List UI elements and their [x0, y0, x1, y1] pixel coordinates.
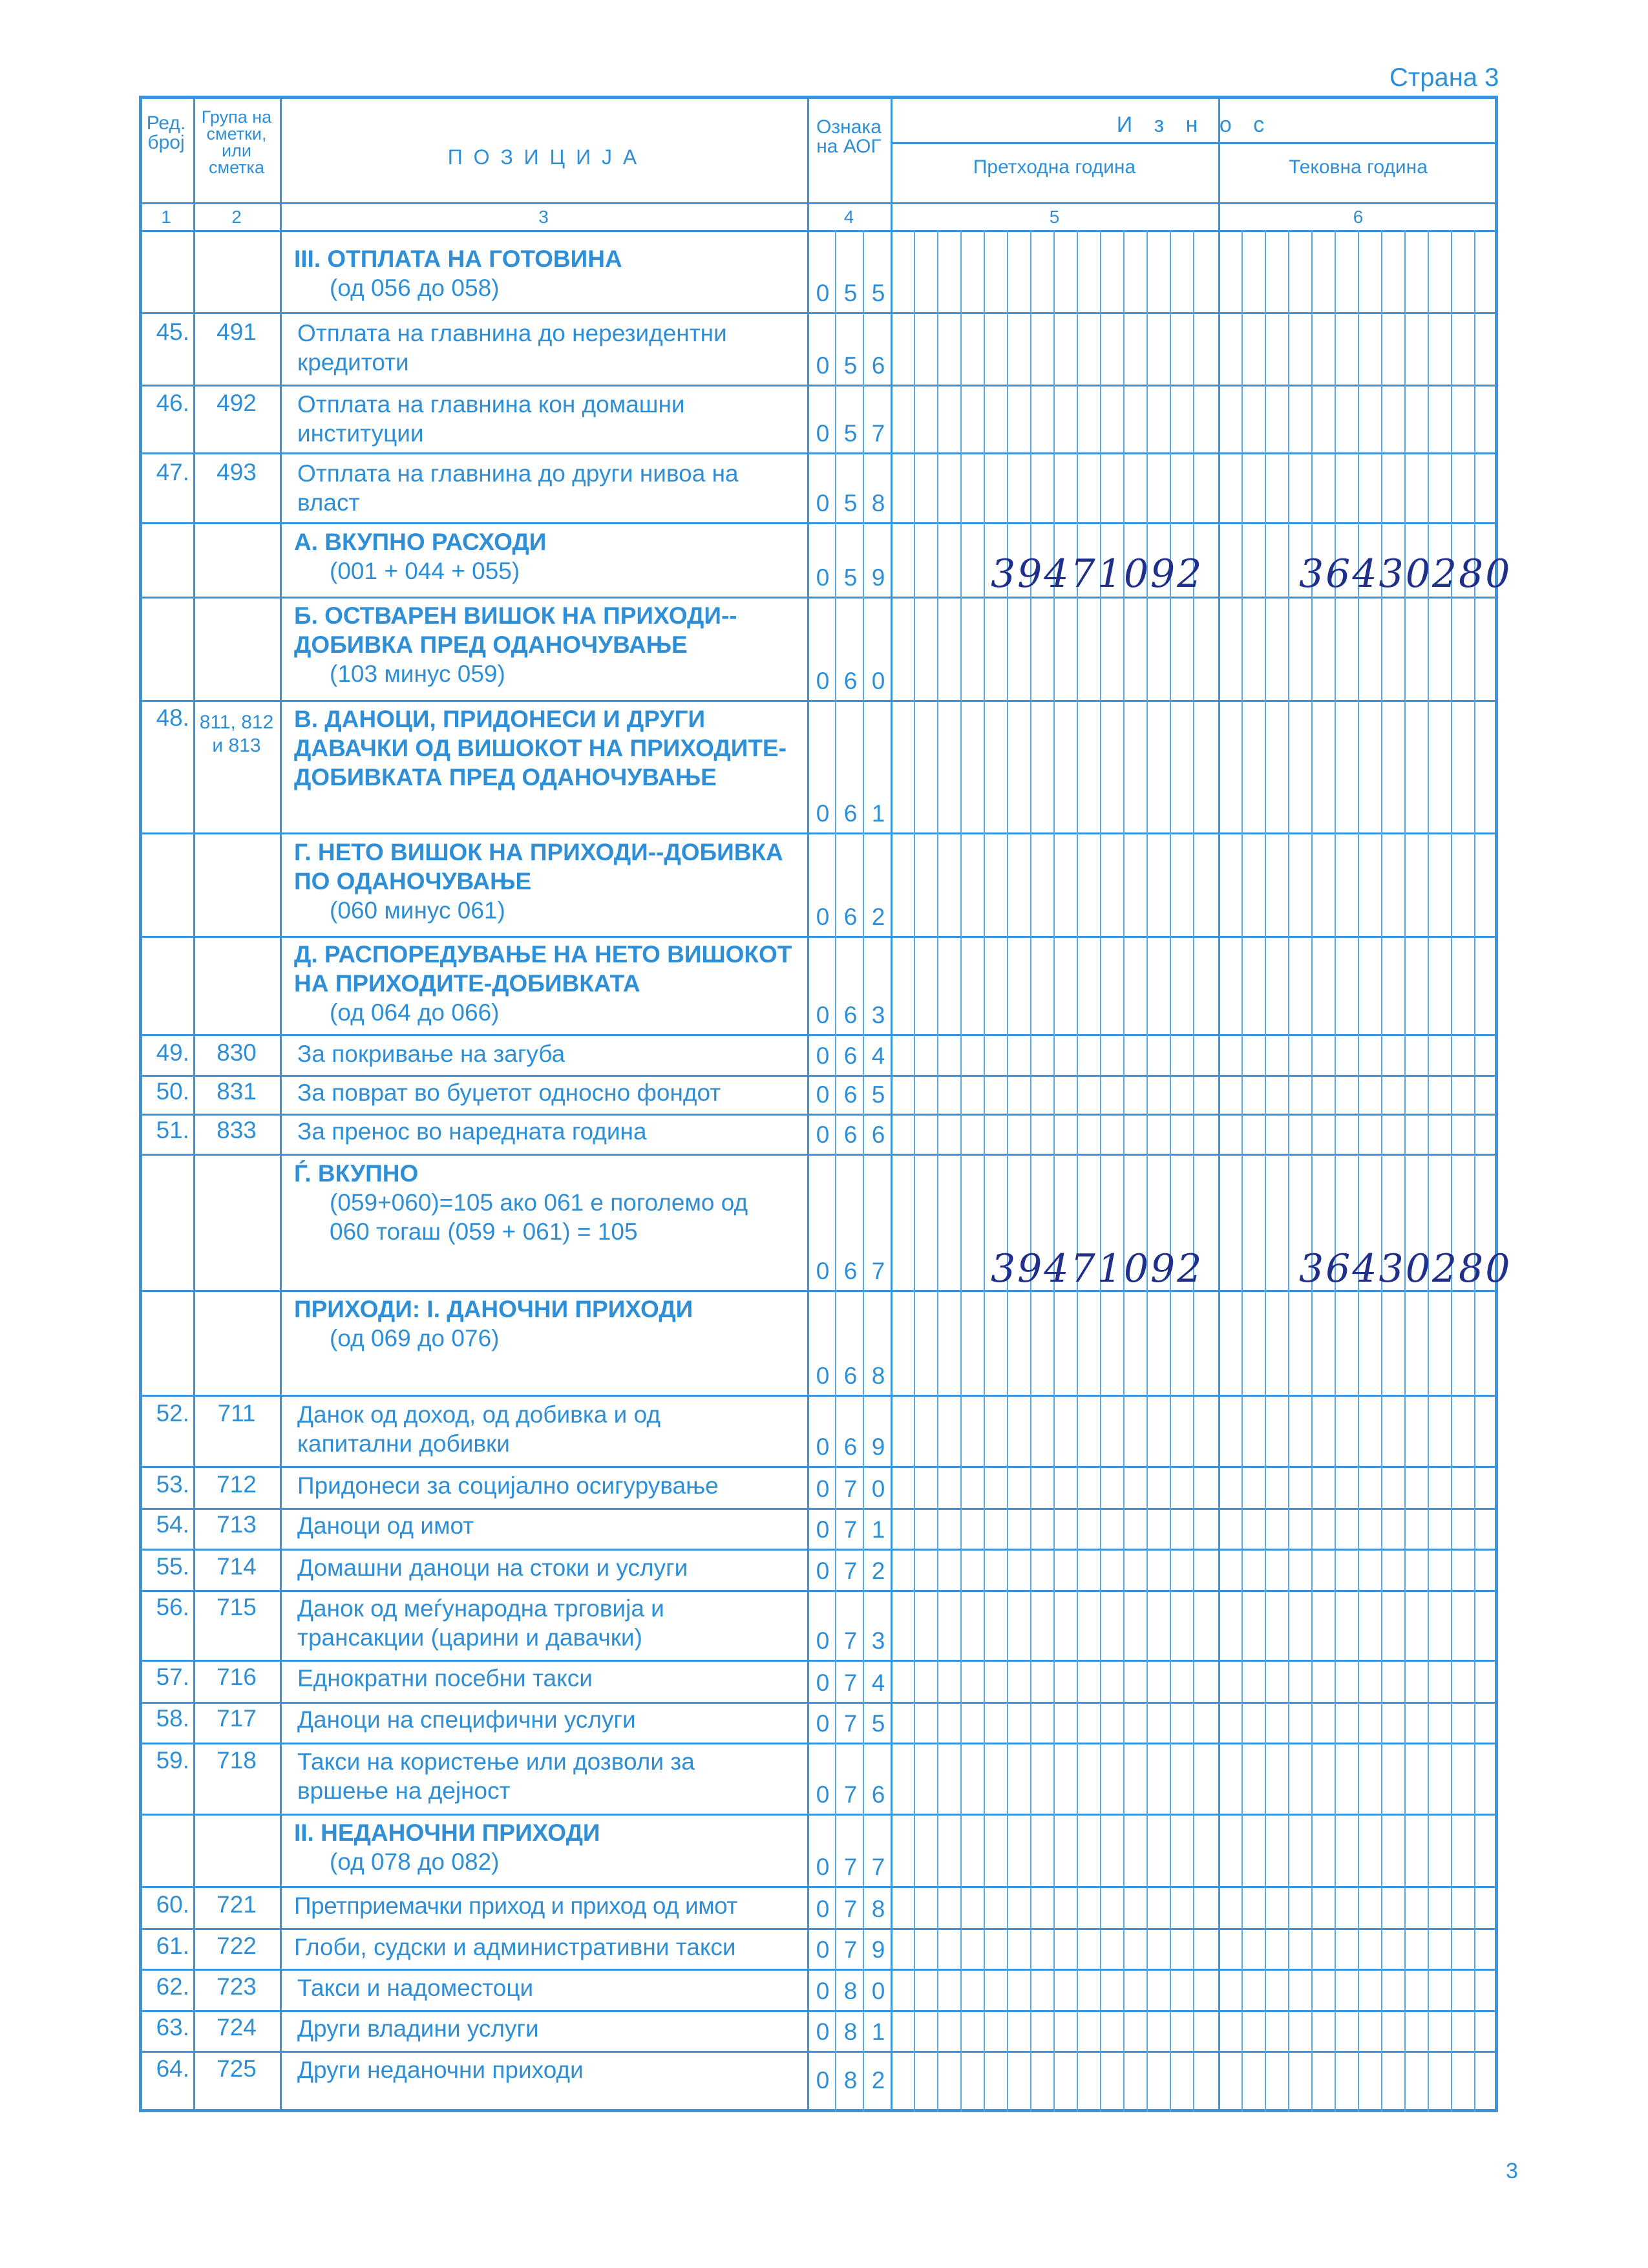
- amount-digit-rule: [1077, 230, 1078, 2112]
- amount-digit-rule: [984, 230, 985, 2112]
- row-075-group: 717: [217, 1705, 257, 1732]
- aog-digit: 4: [871, 1669, 885, 1696]
- amount-digit-rule: [1358, 230, 1359, 2112]
- aog-digit: 8: [871, 1362, 885, 1389]
- idx-6: 6: [1353, 207, 1364, 227]
- row-068-sub: (од 069 до 076): [330, 1325, 500, 1351]
- row-073-group: 715: [217, 1594, 257, 1620]
- row-057-group: 492: [217, 390, 257, 416]
- handwritten-059-curr: 36430280: [1299, 551, 1512, 597]
- rule-row: [139, 1154, 1498, 1156]
- row-059-sub: (001 + 044 + 055): [330, 558, 520, 584]
- row-069-no: 52.: [156, 1400, 189, 1426]
- aog-digit: 9: [871, 1936, 885, 1963]
- rule-row: [139, 2051, 1498, 2053]
- row-068-desc: [294, 1295, 695, 1353]
- rule-row: [139, 1743, 1498, 1744]
- row-081-no: 63.: [156, 2014, 189, 2040]
- row-062-desc: [294, 838, 805, 925]
- aog-digit: 8: [871, 490, 885, 516]
- rule-row: [139, 1886, 1498, 1888]
- aog-digit: 6: [843, 1258, 858, 1284]
- row-076-desc: Такси на користење или дозволи за вршење на дејност: [297, 1748, 695, 1804]
- amount-digit-rule: [960, 230, 962, 2112]
- aog-digit: 6: [843, 1043, 858, 1069]
- row-055-sub: (од 056 до 058): [330, 275, 500, 301]
- row-070-group: 712: [217, 1471, 257, 1498]
- amount-digit-rule: [1381, 230, 1382, 2112]
- row-064-group: 830: [217, 1039, 257, 1066]
- aog-digit: 5: [843, 352, 858, 379]
- aog-digit: 7: [843, 1936, 858, 1963]
- amount-digit-rule: [1404, 230, 1406, 2112]
- aog-digit: 0: [816, 800, 830, 827]
- aog-digit: 7: [871, 1854, 885, 1880]
- row-059-desc: [294, 527, 805, 586]
- amount-digit-rule: [1030, 230, 1031, 2112]
- aog-digit: 6: [843, 1121, 858, 1148]
- aog-digit: 3: [871, 1002, 885, 1028]
- row-078-no: 60.: [156, 1891, 189, 1918]
- amount-digit-rule: [1451, 230, 1452, 2112]
- row-077-title: II. НЕДАНОЧНИ ПРИХОДИ: [294, 1819, 600, 1846]
- idx-4: 4: [843, 207, 854, 227]
- row-069-group: 711: [217, 1400, 256, 1426]
- row-072-no: 55.: [156, 1553, 189, 1580]
- row-076-no: 59.: [156, 1747, 189, 1774]
- row-068-title: ПРИХОДИ: I. ДАНОЧНИ ПРИХОДИ: [294, 1296, 693, 1322]
- row-075-no: 58.: [156, 1705, 189, 1732]
- aog-digit: 6: [871, 1781, 885, 1808]
- row-072-desc: Домашни даноци на стоки и услуги: [297, 1554, 688, 1581]
- row-065-no: 50.: [156, 1078, 189, 1105]
- row-061-no: 48.: [156, 705, 189, 731]
- hdr-position: П О З И Ц И Ј А: [447, 145, 640, 169]
- row-057-desc: Отплата на главнина кон домашни институции: [297, 391, 685, 447]
- handwritten-059-prev: 39471092: [991, 551, 1204, 597]
- aog-digit: 0: [816, 1936, 830, 1963]
- aog-digit: 0: [816, 1978, 830, 2004]
- amount-digit-rule: [1123, 230, 1125, 2112]
- idx-5: 5: [1049, 207, 1060, 227]
- row-081-group: 724: [217, 2014, 257, 2040]
- aog-digit: 5: [871, 280, 885, 306]
- aog-digit: 9: [871, 564, 885, 591]
- rule-row: [139, 832, 1498, 834]
- row-073-desc: Данок од меѓународна трговија и трансакции (царини и давачки): [297, 1595, 664, 1651]
- row-074-no: 57.: [156, 1664, 189, 1690]
- rule-row: [139, 1549, 1498, 1551]
- amount-digit-rule: [1170, 230, 1171, 2112]
- aog-digit: 0: [816, 2067, 830, 2093]
- rule-row: [139, 1928, 1498, 1930]
- aog-digit: 6: [843, 1362, 858, 1389]
- amount-digit-rule: [1335, 230, 1336, 2112]
- handwritten-067-curr: 36430280: [1299, 1246, 1512, 1291]
- aog-digit: 0: [816, 668, 830, 694]
- aog-digit: 7: [843, 1476, 858, 1502]
- aog-digit: 0: [816, 1002, 830, 1028]
- aog-digit: 8: [843, 1978, 858, 2004]
- amount-digit-rule: [1288, 230, 1289, 2112]
- row-082-group: 725: [217, 2055, 257, 2082]
- row-070-no: 53.: [156, 1471, 189, 1498]
- row-073-no: 56.: [156, 1594, 189, 1620]
- row-056-no: 45.: [156, 319, 189, 345]
- aog-digit: 8: [871, 1896, 885, 1922]
- rule-row: [139, 1814, 1498, 1816]
- row-066-no: 51.: [156, 1117, 189, 1143]
- row-067-title: Ѓ. ВКУПНО: [294, 1160, 419, 1187]
- row-079-group: 722: [217, 1933, 257, 1959]
- row-079-desc: Глоби, судски и административни такси: [294, 1934, 736, 1960]
- row-066-desc: За пренос во наредната година: [297, 1118, 647, 1145]
- hdr-amount: И з н о с: [1116, 112, 1273, 137]
- aog-digit: 2: [871, 904, 885, 930]
- row-081-desc: Други владини услуги: [297, 2015, 539, 2042]
- aog-digit: 5: [843, 280, 858, 306]
- row-075-desc: Даноци на специфични услуги: [297, 1706, 636, 1733]
- aog-digit: 7: [843, 1516, 858, 1543]
- row-056-desc: Отплата на главнина до нерезидентни кредитоти: [297, 320, 727, 376]
- amount-digit-rule: [1311, 230, 1313, 2112]
- row-080-no: 62.: [156, 1973, 189, 2000]
- hdr-row-no: Ред. број: [146, 112, 186, 153]
- row-055-desc: [294, 244, 805, 302]
- row-061-group: 811, 812 и 813: [199, 712, 274, 756]
- aog-digit: 0: [816, 904, 830, 930]
- hdr-prev-year: Претходна година: [973, 156, 1136, 178]
- aog-digit: 0: [816, 1476, 830, 1502]
- aog-digit: 6: [871, 352, 885, 379]
- rule-row: [139, 2010, 1498, 2012]
- idx-3: 3: [538, 207, 549, 227]
- rule-amount-split: [891, 142, 1498, 144]
- amount-digit-rule: [1053, 230, 1055, 2112]
- aog-digit: 0: [871, 1978, 885, 2004]
- row-077-sub: (од 078 до 082): [330, 1849, 500, 1875]
- hdr-group: Група на сметки, или сметка: [201, 107, 272, 177]
- amount-digit-rule: [1146, 230, 1148, 2112]
- handwritten-067-prev: 39471092: [991, 1246, 1204, 1291]
- row-056-group: 491: [217, 319, 257, 345]
- aog-digit: 0: [816, 1781, 830, 1808]
- aog-digit: 7: [843, 1669, 858, 1696]
- rule-index: [139, 230, 1498, 232]
- rule-row: [139, 700, 1498, 702]
- aog-digit: 7: [843, 1627, 858, 1654]
- aog-digit: 0: [816, 352, 830, 379]
- aog-digit: 0: [871, 1476, 885, 1502]
- rule-row: [139, 522, 1498, 524]
- rule-row: [139, 936, 1498, 938]
- row-065-desc: За поврат во буџетот односно фондот: [297, 1079, 721, 1106]
- aog-digit: 7: [843, 1854, 858, 1880]
- row-069-desc: Данок од доход, од добивка и од капитални добивки: [297, 1401, 660, 1457]
- amount-digit-rule: [1265, 230, 1266, 2112]
- row-065-group: 831: [217, 1078, 257, 1105]
- row-070-desc: Придонеси за социјално осигурување: [297, 1472, 719, 1499]
- aog-digit: 6: [843, 800, 858, 827]
- rule-row: [139, 1466, 1498, 1468]
- rule-row: [139, 1075, 1498, 1077]
- rule-row: [139, 1702, 1498, 1704]
- aog-digit: 6: [843, 1081, 858, 1108]
- rule-row: [139, 312, 1498, 314]
- aog-digit: 0: [816, 1081, 830, 1108]
- aog-digit: 0: [816, 1710, 830, 1737]
- aog-digit: 6: [871, 1121, 885, 1148]
- aog-digit: 0: [816, 2019, 830, 2045]
- rule-row: [139, 385, 1498, 387]
- aog-digit: 5: [871, 1081, 885, 1108]
- amount-digit-rule: [1193, 230, 1194, 2112]
- aog-digit: 7: [871, 420, 885, 447]
- row-063-desc: [294, 940, 805, 1027]
- amount-digit-rule: [914, 230, 915, 2112]
- row-063-sub: (од 064 до 066): [330, 999, 500, 1026]
- rule-row: [139, 1969, 1498, 1971]
- row-060-title: Б. ОСТВАРЕН ВИШОК НА ПРИХОДИ--ДОБИВКА ПРЕД ОДАНОЧУВАЊЕ: [294, 602, 737, 658]
- amount-digit-rule: [1007, 230, 1008, 2112]
- row-078-group: 721: [217, 1891, 257, 1918]
- page-label: Страна 3: [1389, 63, 1499, 92]
- row-058-no: 47.: [156, 459, 189, 485]
- aog-digit: 6: [843, 668, 858, 694]
- rule-row: [139, 1395, 1498, 1397]
- rule-col5: [1218, 96, 1220, 2112]
- row-061-desc: В. ДАНОЦИ, ПРИДОНЕСИ И ДРУГИ ДАВАЧКИ ОД ВИШОКОТ НА ПРИХОДИТЕ-ДОБИВКАТА ПРЕД ОДАНОЧУВАЊЕ: [294, 706, 787, 790]
- aog-digit: 5: [871, 1710, 885, 1737]
- row-078-desc: Претприемачки приход и приход од имот: [294, 1892, 737, 1919]
- row-077-desc: [294, 1818, 805, 1876]
- aog-digit: 0: [816, 564, 830, 591]
- row-080-desc: Такси и надоместоци: [297, 1975, 534, 2001]
- row-067-sub: (059+060)=105 ако 061 е поголемо од 060 тогаш (059 + 061) = 105: [330, 1189, 748, 1245]
- idx-1: 1: [161, 207, 171, 227]
- aog-digit: 6: [843, 904, 858, 930]
- row-063-title: Д. РАСПОРЕДУВАЊЕ НА НЕТО ВИШОКОТ НА ПРИХОДИТЕ-ДОБИВКАТА: [294, 941, 792, 997]
- row-071-no: 54.: [156, 1511, 189, 1538]
- row-058-group: 493: [217, 459, 257, 485]
- aog-digit: 7: [843, 1896, 858, 1922]
- rule-col2: [280, 96, 282, 2112]
- row-058-desc: Отплата на главнина до други нивоа на власт: [297, 460, 739, 516]
- row-071-desc: Даноци од имот: [297, 1512, 474, 1539]
- aog-digit: 0: [816, 420, 830, 447]
- aog-digit: 7: [843, 1558, 858, 1584]
- aog-digit: 0: [816, 280, 830, 306]
- aog-digit: 0: [816, 1434, 830, 1460]
- aog-digit: 0: [816, 1362, 830, 1389]
- idx-2: 2: [231, 207, 242, 227]
- hdr-aog: Ознака на АОГ: [816, 116, 882, 157]
- aog-digit: 1: [871, 1516, 885, 1543]
- row-060-sub: (103 минус 059): [330, 661, 505, 687]
- aog-digit: 3: [871, 1627, 885, 1654]
- row-076-group: 718: [217, 1747, 257, 1774]
- aog-digit: 9: [871, 1434, 885, 1460]
- row-062-sub: (060 минус 061): [330, 897, 505, 924]
- rule-header: [139, 202, 1498, 204]
- row-074-group: 716: [217, 1664, 257, 1690]
- aog-digit: 1: [871, 800, 885, 827]
- aog-digit: 6: [843, 1434, 858, 1460]
- aog-digit: 7: [871, 1258, 885, 1284]
- rule-row: [139, 452, 1498, 454]
- aog-digit: 0: [816, 1669, 830, 1696]
- aog-digit: 0: [816, 1258, 830, 1284]
- aog-digit: 0: [816, 1896, 830, 1922]
- row-071-group: 713: [217, 1511, 257, 1538]
- aog-digit: 5: [843, 564, 858, 591]
- rule-row: [139, 1290, 1498, 1292]
- row-074-desc: Еднократни посебни такси: [297, 1665, 593, 1691]
- row-072-group: 714: [217, 1553, 257, 1580]
- aog-digit: 0: [816, 490, 830, 516]
- row-067-desc: [294, 1159, 759, 1246]
- amount-digit-rule: [937, 230, 938, 2112]
- row-059-title: А. ВКУПНО РАСХОДИ: [294, 529, 547, 555]
- rule-row: [139, 1114, 1498, 1116]
- amount-digit-rule: [1100, 230, 1101, 2112]
- hdr-curr-year: Тековна година: [1289, 156, 1428, 178]
- aog-digit: 0: [816, 1121, 830, 1148]
- aog-digit: 6: [843, 1002, 858, 1028]
- aog-digit: 0: [816, 1854, 830, 1880]
- row-060-desc: [294, 601, 805, 688]
- rule-row: [139, 1508, 1498, 1510]
- rule-row: [139, 1034, 1498, 1036]
- aog-digit: 7: [843, 1781, 858, 1808]
- aog-digit: 5: [843, 420, 858, 447]
- aog-digit: 2: [871, 2067, 885, 2093]
- row-055-title: III. ОТПЛАТА НА ГОТОВИНА: [294, 246, 622, 272]
- row-079-no: 61.: [156, 1933, 189, 1959]
- row-057-no: 46.: [156, 390, 189, 416]
- row-082-no: 64.: [156, 2055, 189, 2082]
- rule-row: [139, 1590, 1498, 1592]
- aog-digit: 1: [871, 2019, 885, 2045]
- row-064-desc: За покривање на загуба: [297, 1041, 565, 1067]
- amount-digit-rule: [1241, 230, 1243, 2112]
- aog-digit: 2: [871, 1558, 885, 1584]
- aog-digit: 0: [816, 1627, 830, 1654]
- row-066-group: 833: [217, 1117, 257, 1143]
- row-062-title: Г. НЕТО ВИШОК НА ПРИХОДИ--ДОБИВКА ПО ОДАНОЧУВАЊЕ: [294, 839, 783, 895]
- amount-digit-rule: [1428, 230, 1429, 2112]
- amount-digit-rule: [1474, 230, 1475, 2112]
- row-082-desc: Други неданочни приходи: [297, 2057, 584, 2083]
- page-number: 3: [1506, 2159, 1518, 2183]
- aog-digit: 4: [871, 1043, 885, 1069]
- rule-row: [139, 1660, 1498, 1662]
- row-064-no: 49.: [156, 1039, 189, 1066]
- row-080-group: 723: [217, 1973, 257, 2000]
- rule-row: [139, 597, 1498, 599]
- balance-table: [139, 96, 1512, 2112]
- aog-digit: 5: [843, 490, 858, 516]
- aog-digit: 8: [843, 2019, 858, 2045]
- aog-digit: 0: [816, 1516, 830, 1543]
- aog-digit: 0: [816, 1043, 830, 1069]
- aog-digit: 8: [843, 2067, 858, 2093]
- aog-digit: 7: [843, 1710, 858, 1737]
- aog-digit: 0: [816, 1558, 830, 1584]
- aog-digit: 0: [871, 668, 885, 694]
